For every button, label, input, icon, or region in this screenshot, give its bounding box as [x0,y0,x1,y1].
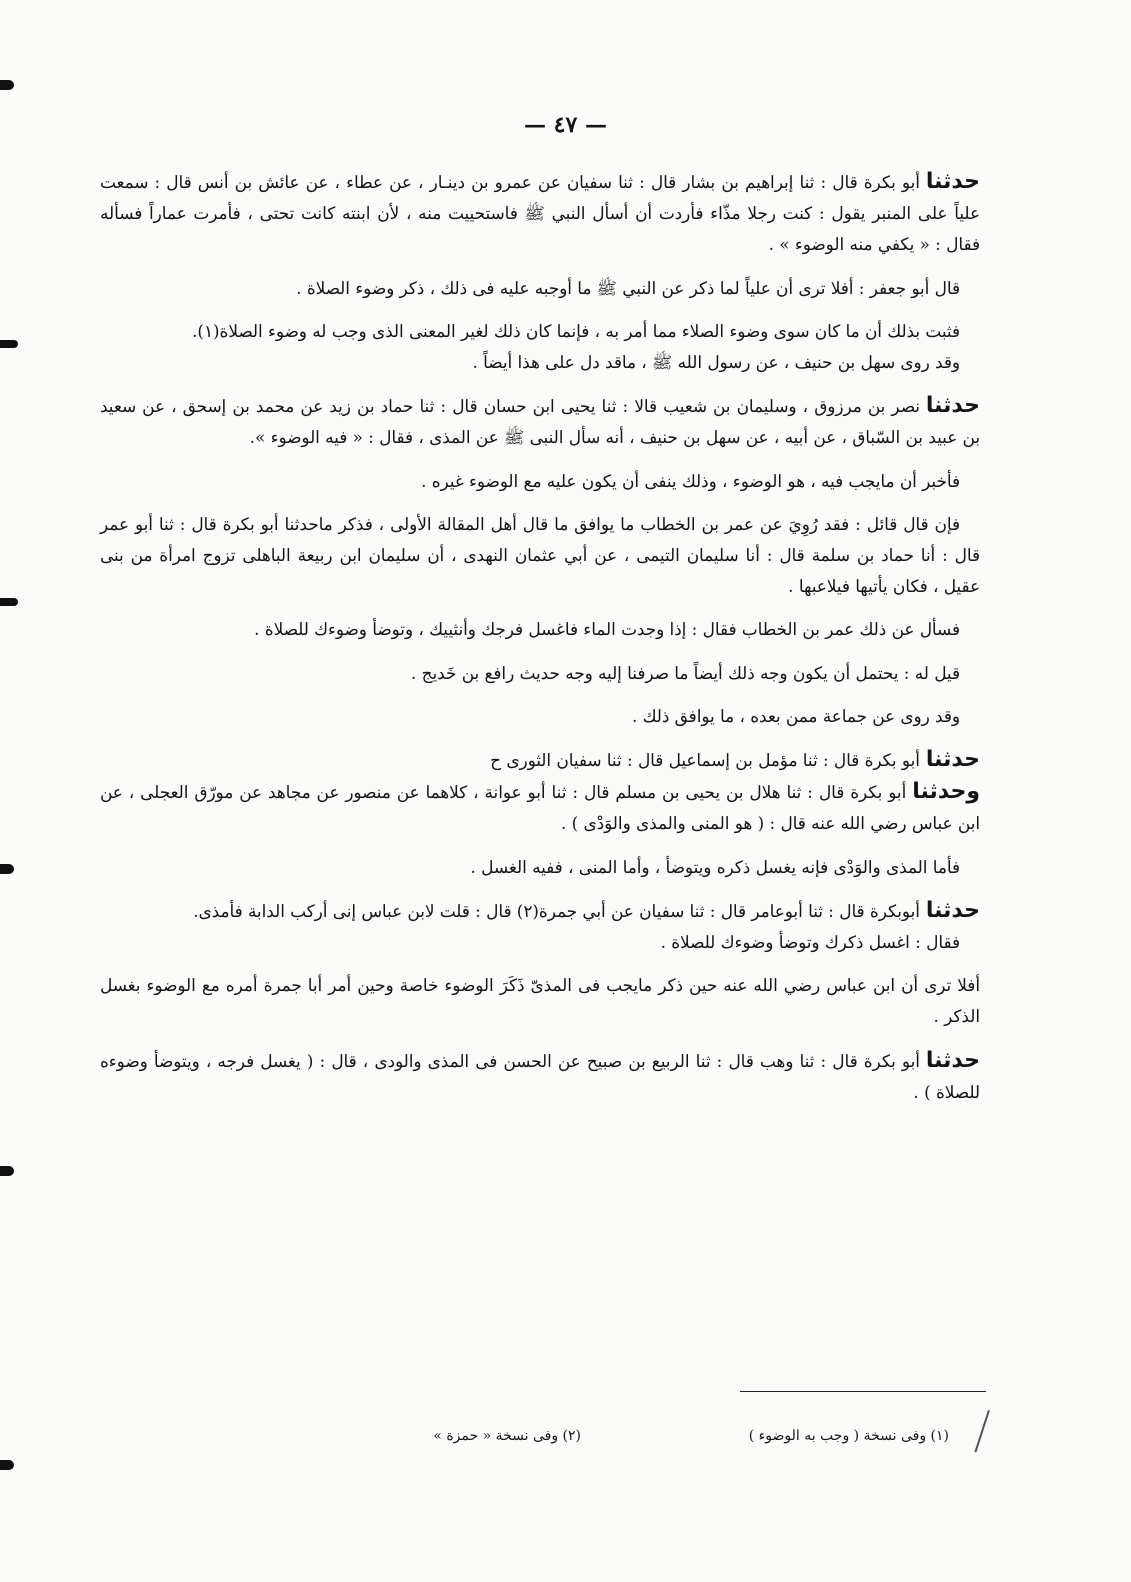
paragraph-9 [100,658,980,689]
paragraph-10 [100,701,980,732]
binding-mark [0,1166,14,1176]
paragraph-text: وقد روى سهل بن حنيف ، عن رسول الله ﷺ ، ماقد دل على هذا أيضاً . [472,352,960,373]
paragraph-13 [100,852,980,883]
paragraph-3 [100,316,980,347]
paragraph-15 [100,927,980,958]
haddathana-heading: وحدثنا [912,779,980,805]
paragraph-text: نصر بن مرزوق ، وسليمان بن شعيب قالا : ثنا يحيى ابن حسان قال : ثنا حماد بن زيد عن محمد بن إسحق ، عن سعيد بن عبيد بن السّباق ، عن أبيه ، عن سهل بن حنيف ، أنه سأل النبى ﷺ عن المذى ، فقال : « فيه الوضوء ». [100,396,980,448]
binding-mark [0,80,14,90]
paragraph-text: فقال : اغسل ذكرك وتوضأ وضوءك للصلاة . [660,932,960,953]
paragraph-8 [100,614,980,645]
paragraph-text: فسأل عن ذلك عمر بن الخطاب فقال : إذا وجدت الماء فاغسل فرجك وأنثييك ، وتوضأ وضوءك للصلاة . [254,619,960,640]
paragraph-text: أبو بكرة قال : ثنا مؤمل بن إسماعيل قال : ثنا سفيان الثورى ح [490,750,920,771]
page-number: — ٤٧ — [524,112,607,138]
paragraph-text: أبو بكرة قال : ثنا هلال بن يحيى بن مسلم قال : ثنا أبو عوانة ، كلاهما عن منصور عن مجاهد عن مورّق العجلى ، عن ابن عباس رضي الله عنه قال : ( هو المنى والمذى والوَدْى ) . [100,782,980,834]
paragraph-16 [100,970,980,1032]
paragraph-text: أبو بكرة قال : ثنا وهب قال : ثنا الربيع بن صبيح عن الحسن فى المذى والودى ، قال : ( يغسل فرجه ، ويتوضأ وضوءه للصلاة ) . [100,1050,980,1102]
paragraph-14 [100,895,980,927]
binding-mark [0,598,18,606]
main-text [100,166,980,1108]
paragraph-text: أبو بكرة قال : ثنا إبراهيم بن بشار قال : ثنا سفيان عن عمرو بن دينـار ، عن عطاء ، عن عائش بن أنس قال : سمعت علياً على المنبر يقول : كنت رجلا مذّاء فأردت أن أسأل النبي ﷺ فاستحييت منه ، لأن ابنته كانت تحتى ، فأمرت عماراً فسأله فقال : « يكفي منه الوضوء » . [100,172,980,255]
paragraph-text: فإن قال قائل : فقد رُوِيَ عن عمر بن الخطاب ما يوافق ما قال أهل المقالة الأولى ، فذكر ماحدثنا أبو بكرة قال : ثنا أبو عمر قال : أنا حماد بن سلمة قال : أنا سليمان التيمى ، عن أبي عثمان النهدى ، أن سليمان ابن ربيعة الباهلى تزوج امرأة من بنى عقيل ، فكان يأتيها فيلاعبها . [100,513,980,597]
paragraph-text: قيل له : يحتمل أن يكون وجه ذلك أيضاً ما صرفنا إليه وجه حديث رافع بن خَديج . [411,662,960,683]
paragraph-text: أبوبكرة قال : ثنا أبوعامر قال : ثنا سفيان عن أبي جمرة(٢) قال : قلت لابن عباس إنى أركب الدابة فأمذى. [193,900,920,921]
footnote-divider [740,1391,986,1392]
paragraph-text: فأخبر أن مايجب فيه ، هو الوضوء ، وذلك ينفى أن يكون عليه مع الوضوء غيره . [421,470,960,491]
paragraph-4 [100,347,980,378]
paragraph-12 [100,776,980,839]
haddathana-heading: حدثنا [925,393,980,419]
footnote-1: (١) وفى نسخة ( وجب به الوضوء ) [748,1428,949,1444]
haddathana-heading: حدثنا [925,1047,980,1073]
haddathana-heading: حدثنا [925,747,980,773]
binding-mark [0,1460,14,1470]
paragraph-17 [100,1045,980,1108]
haddathana-heading: حدثنا [925,897,980,923]
paragraph-text: قال أبو جعفر : أفلا ترى أن علياً لما ذكر عن النبي ﷺ ما أوجبه عليه فى ذلك ، ذكر وضوء الصلاة . [296,277,960,298]
haddathana-heading: حدثنا [925,169,980,194]
paragraph-text: فأما المذى والوَدْى فإنه يغسل ذكره ويتوضأ ، وأما المنى ، ففيه الغسل . [470,856,960,877]
pen-stroke [974,1410,989,1452]
paragraph-text: وقد روى عن جماعة ممن بعده ، ما يوافق ذلك . [631,705,960,726]
paragraph-1 [100,166,980,261]
paragraph-text: فثبت بذلك أن ما كان سوى وضوء الصلاء مما أمر به ، فإنما كان ذلك لغير المعنى الذى وجب له وضوء الصلاة(١). [192,320,960,341]
footnote-2: (٢) وفى نسخة « حمزة » [433,1428,581,1444]
paragraph-2 [100,273,980,304]
paragraph-text: أفلا ترى أن ابن عباس رضي الله عنه حين ذكر مايجب فى المذىّ ذَكَرَ الوضوء خاصة وحين أمر أبا جمرة أمره مع الوضوء بغسل الذكر . [100,975,980,1027]
paragraph-11 [100,744,980,776]
paragraph-6 [100,466,980,497]
paragraph-5 [100,390,980,453]
binding-mark [0,864,14,874]
binding-mark [0,340,18,348]
paragraph-7 [100,509,980,603]
